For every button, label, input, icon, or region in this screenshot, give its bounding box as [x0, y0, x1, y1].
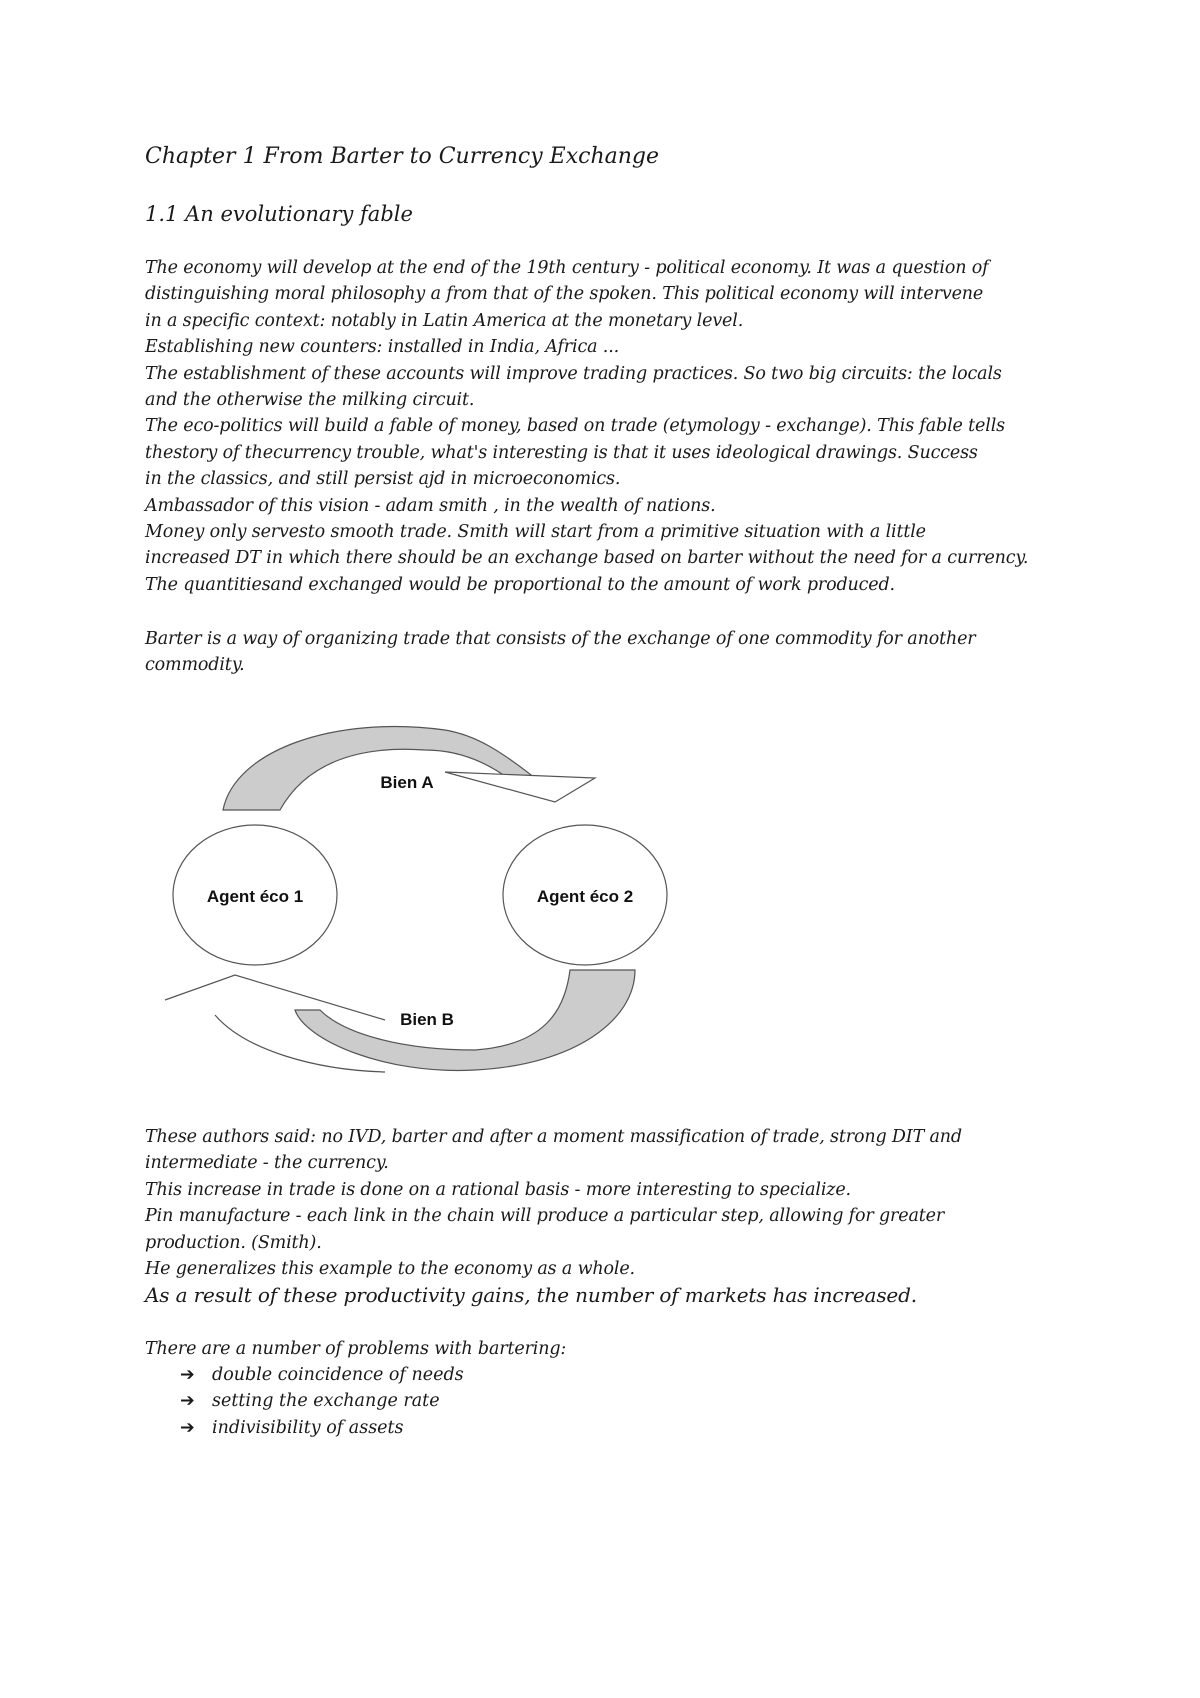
- text-line: production. (Smith).: [145, 1232, 322, 1253]
- text-line: These authors said: no IVD, barter and after a moment massification of trade, strong DIT and: [145, 1127, 962, 1147]
- text-line: in a specific context: notably in Latin America at the monetary level.: [145, 310, 744, 331]
- text-line: He generalizes this example to the economy as a whole.: [145, 1258, 635, 1279]
- good-b-arrow: [295, 970, 635, 1070]
- arrow-right-icon: ➔: [180, 1417, 195, 1438]
- list-item: [180, 1362, 464, 1388]
- barter-diagram: [155, 720, 695, 1080]
- list-item: [180, 1415, 464, 1441]
- text-line: commodity.: [145, 655, 245, 676]
- text-line: Barter is a way of organizing trade that consists of the exchange of one commodity for another: [145, 629, 976, 649]
- text-line: The economy will develop at the end of the 19th century - political economy. It was a question of: [145, 258, 989, 278]
- chapter-title: Chapter 1 From Barter to Currency Exchange: [145, 144, 660, 169]
- paragraph-block-1: [145, 255, 1085, 598]
- text-line: intermediate - the currency.: [145, 1153, 389, 1174]
- good-b-label: Bien B: [400, 1010, 454, 1029]
- paragraph-block-2: [145, 626, 1085, 679]
- text-line: Pin manufacture - each link in the chain will produce a particular step, allowing for greater: [145, 1206, 945, 1227]
- list-item-text: indivisibility of assets: [212, 1417, 404, 1438]
- good-a-arrow: [223, 727, 540, 810]
- text-line: The eco-politics will build a fable of money, based on trade (etymology - exchange). This fable tells: [145, 416, 1005, 437]
- text-line: distinguishing moral philosophy a from that of the spoken. This political economy will intervene: [145, 284, 984, 305]
- text-line: and the otherwise the milking circuit.: [145, 389, 475, 410]
- text-line: thestory of thecurrency trouble, what's interesting is that it uses ideological drawings. Success: [145, 442, 978, 463]
- text-line: Ambassador of this vision - adam smith , in the wealth of nations.: [145, 495, 716, 516]
- text-line: increased DT in which there should be an exchange based on barter without the need for a currency.: [145, 548, 1029, 569]
- problems-list: [180, 1362, 464, 1441]
- good-a-label: Bien A: [380, 773, 434, 792]
- paragraph-block-3: [145, 1124, 1085, 1309]
- text-line: The quantitiesand exchanged would be proportional to the amount of work produced.: [145, 574, 895, 595]
- text-line: As a result of these productivity gains, the number of markets has increased.: [145, 1283, 917, 1308]
- arrow-right-icon: ➔: [180, 1391, 195, 1412]
- text-line: in the classics, and still persist ajd in microeconomics.: [145, 469, 621, 490]
- text-line: Establishing new counters: installed in India, Africa ...: [145, 337, 620, 358]
- list-item: [180, 1388, 464, 1414]
- problems-intro: There are a number of problems with bartering:: [145, 1339, 567, 1359]
- agent-2-label: Agent éco 2: [536, 887, 634, 906]
- text-line: Money only servesto smooth trade. Smith will start from a primitive situation with a little: [145, 521, 926, 542]
- text-line: This increase in trade is done on a rational basis - more interesting to specialize.: [145, 1179, 851, 1200]
- barter-diagram-svg: [155, 720, 695, 1080]
- arrow-right-icon: ➔: [180, 1365, 195, 1385]
- section-title: 1.1 An evolutionary fable: [145, 202, 413, 226]
- text-line: The establishment of these accounts will improve trading practices. So two big circuits: the locals: [145, 363, 1002, 384]
- good-a-arrowhead: [445, 772, 595, 802]
- agent-1-label: Agent éco 1: [206, 887, 304, 906]
- good-b-arrowhead: [165, 975, 385, 1020]
- list-item-text: double coincidence of needs: [212, 1365, 464, 1385]
- list-item-text: setting the exchange rate: [212, 1391, 440, 1412]
